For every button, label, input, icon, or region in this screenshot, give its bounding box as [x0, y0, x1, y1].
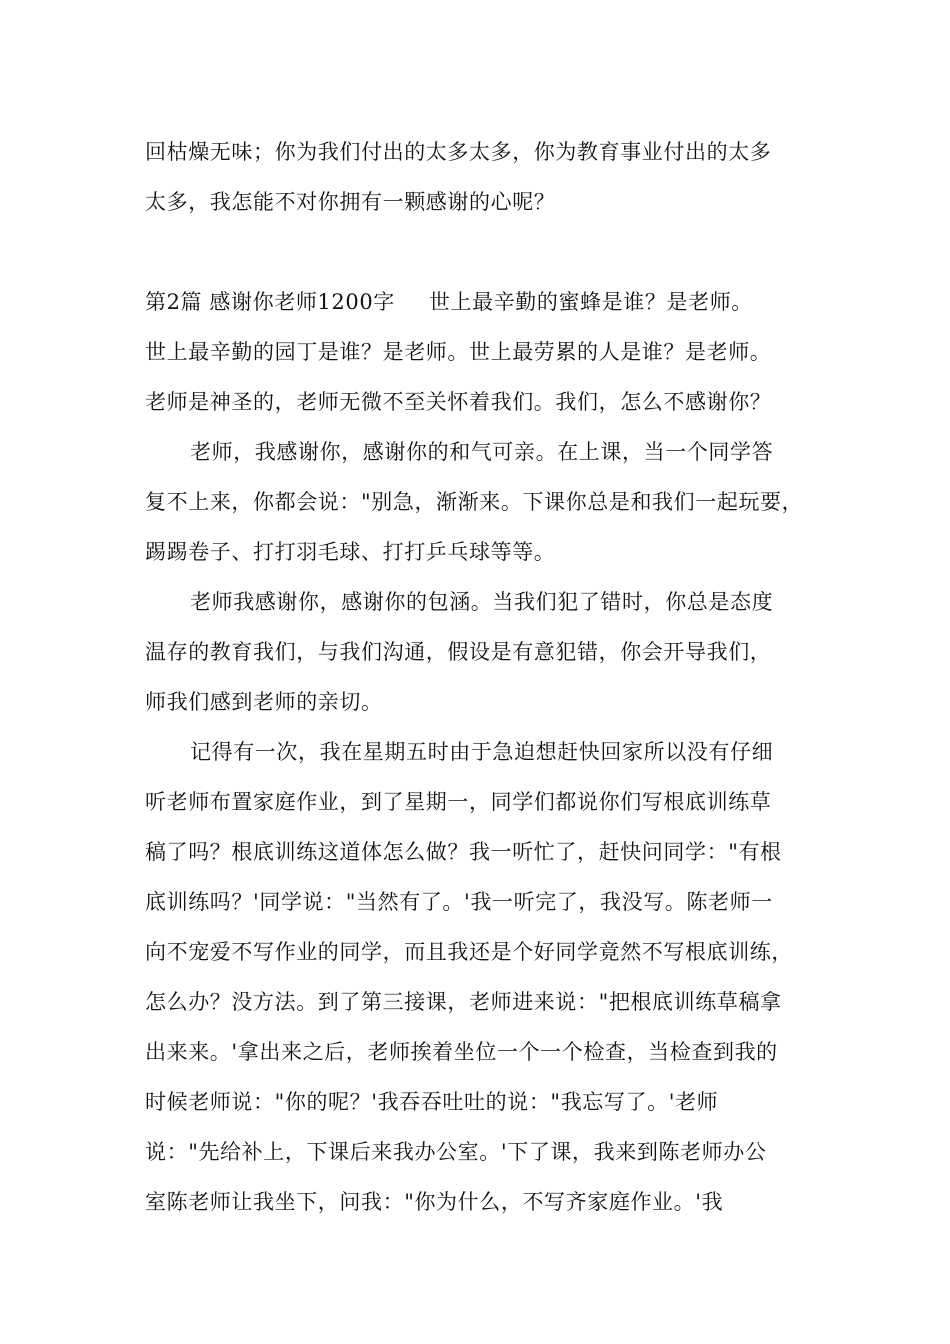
section-title: 第2篇 感谢你老师1200字 [145, 290, 395, 314]
text-line: 老师是神圣的，老师无微不至关怀着我们。我们，怎么不感谢你？ [145, 390, 772, 414]
paragraph-first-line: 记得有一次，我在星期五时由于急迫想赶快回家所以没有仔细 [190, 740, 774, 764]
text-line: 踢踢卷子、打打羽毛球、打打乒乓球等等。 [145, 540, 556, 564]
text-line: 时候老师说："你的呢？'我吞吞吐吐的说："我忘写了。'老师 [145, 1090, 719, 1114]
section-first-sentence: 世上最辛勤的蜜蜂是谁？是老师。 [428, 290, 753, 314]
section-heading [145, 287, 825, 317]
text-line: 师我们感到老师的亲切。 [145, 690, 383, 714]
text-line: 出来来。'拿出来之后，老师挨着坐位一个一个检查，当检查到我的 [145, 1040, 778, 1064]
text-line: 温存的教育我们，与我们沟通，假设是有意犯错，你会开导我们， [145, 640, 772, 664]
text-line: 稿了吗？根底训练这道体怎么做？我一听忙了，赶快问同学："有根 [145, 840, 782, 864]
text-line: 复不上来，你都会说："别急，渐渐来。下课你总是和我们一起玩要， [145, 490, 804, 514]
paragraph-first-line: 老师我感谢你，感谢你的包涵。当我们犯了错时，你总是态度 [190, 590, 774, 614]
text-line: 底训练吗？'同学说："当然有了。'我一听完了，我没写。陈老师一 [145, 890, 773, 914]
text-line: 室陈老师让我坐下，问我："你为什么，不写齐家庭作业。'我 [145, 1190, 724, 1214]
text-line: 向不宠爱不写作业的同学，而且我还是个好同学竟然不写根底训练， [145, 940, 793, 964]
paragraph-first-line: 老师，我感谢你，感谢你的和气可亲。在上课，当一个同学答 [190, 440, 774, 464]
text-line: 说："先给补上，下课后来我办公室。'下了课，我来到陈老师办公 [145, 1140, 767, 1164]
text-line: 听老师布置家庭作业，到了星期一，同学们都说你们写根底训练草 [145, 790, 772, 814]
text-line: 世上最辛勤的园丁是谁？是老师。世上最劳累的人是谁？是老师。 [145, 340, 772, 364]
text-line: 怎么办？没方法。到了第三接课，老师进来说："把根底训练草稿拿 [145, 990, 782, 1014]
text-line: 回枯燥无味；你为我们付出的太多太多，你为教育事业付出的太多 [145, 140, 772, 164]
text-line: 太多，我怎能不对你拥有一颗感谢的心呢？ [145, 190, 556, 214]
